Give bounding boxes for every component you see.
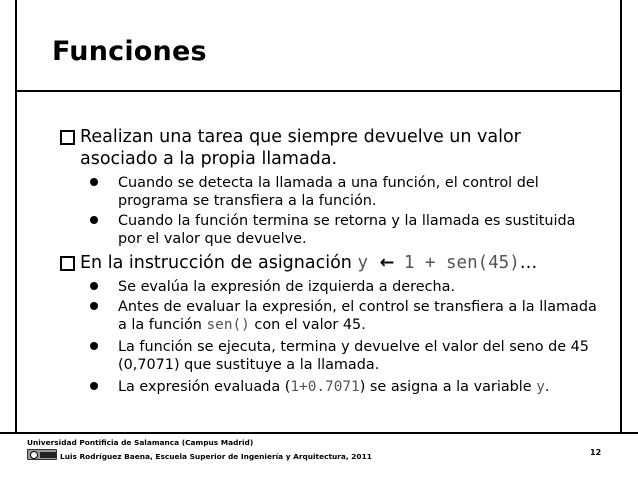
- bullet-2-sub-4-middle: ) se asigna a la variable: [359, 379, 532, 395]
- bullet-2-sub-2-text: [118, 298, 598, 334]
- target-variable-code: y: [536, 379, 545, 395]
- checkbox-bullet-icon: [60, 130, 75, 145]
- bullet-2-text: [80, 252, 600, 274]
- checkbox-bullet-icon: [60, 256, 75, 271]
- footer-author: Luis Rodríguez Baena, Escuela Superior de Ingeniería y Arquitectura, 2011: [60, 452, 372, 461]
- footer-divider: [0, 432, 638, 434]
- bullet-1: [60, 126, 600, 170]
- page-number: 12: [590, 448, 602, 457]
- evaluated-expression-code: 1+0.7071: [290, 379, 360, 395]
- round-bullet-icon: [90, 302, 98, 310]
- bullet-2-suffix: …: [519, 253, 538, 273]
- assignment-variable: y: [357, 253, 369, 273]
- bullet-2-sub-4-suffix: .: [544, 379, 550, 395]
- bullet-2-prefix: En la instrucción de asignación: [80, 253, 352, 273]
- footer-institution: Universidad Pontificia de Salamanca (Campus Madrid): [27, 438, 254, 447]
- round-bullet-icon: [90, 178, 98, 186]
- bullet-1-sub-1-text: Cuando se detecta la llamada a una función, el control del programa se transfiera a la función.: [118, 175, 539, 209]
- round-bullet-icon: [90, 342, 98, 350]
- bullet-2-sub-2-prefix: Antes de evaluar la expresión, el control se transfiera a la llamada a la función: [118, 299, 597, 333]
- round-bullet-icon: [90, 216, 98, 224]
- round-bullet-icon: [90, 282, 98, 290]
- bullet-2-sub-1-text: Se evalúa la expresión de izquierda a derecha.: [118, 279, 456, 295]
- bullet-2-sub-3-text: La función se ejecuta, termina y devuelve el valor del seno de 45 (0,7071) que sustituye a la llamada.: [118, 339, 589, 373]
- left-arrow-icon: ←: [379, 253, 395, 273]
- slide-title: Funciones: [52, 36, 207, 67]
- bullet-2: [60, 252, 600, 276]
- bullet-1-text: Realizan una tarea que siempre devuelve un valor asociado a la propia llamada.: [80, 127, 521, 169]
- cc-ring-icon: [30, 451, 38, 459]
- bullet-2-sub-2-suffix: con el valor 45.: [254, 317, 366, 333]
- assignment-expression: 1 + sen(45): [403, 253, 520, 273]
- bullet-2-sub-4-text: [118, 378, 598, 396]
- function-call-code: sen(): [206, 317, 250, 333]
- creative-commons-icon: [27, 449, 57, 460]
- bullet-2-sub-4-prefix: La expresión evaluada (: [118, 379, 291, 395]
- cc-block-icon: [40, 452, 56, 458]
- round-bullet-icon: [90, 382, 98, 390]
- bullet-1-sub-2-text: Cuando la función termina se retorna y la llamada es sustituida por el valor que devuelve.: [118, 213, 576, 247]
